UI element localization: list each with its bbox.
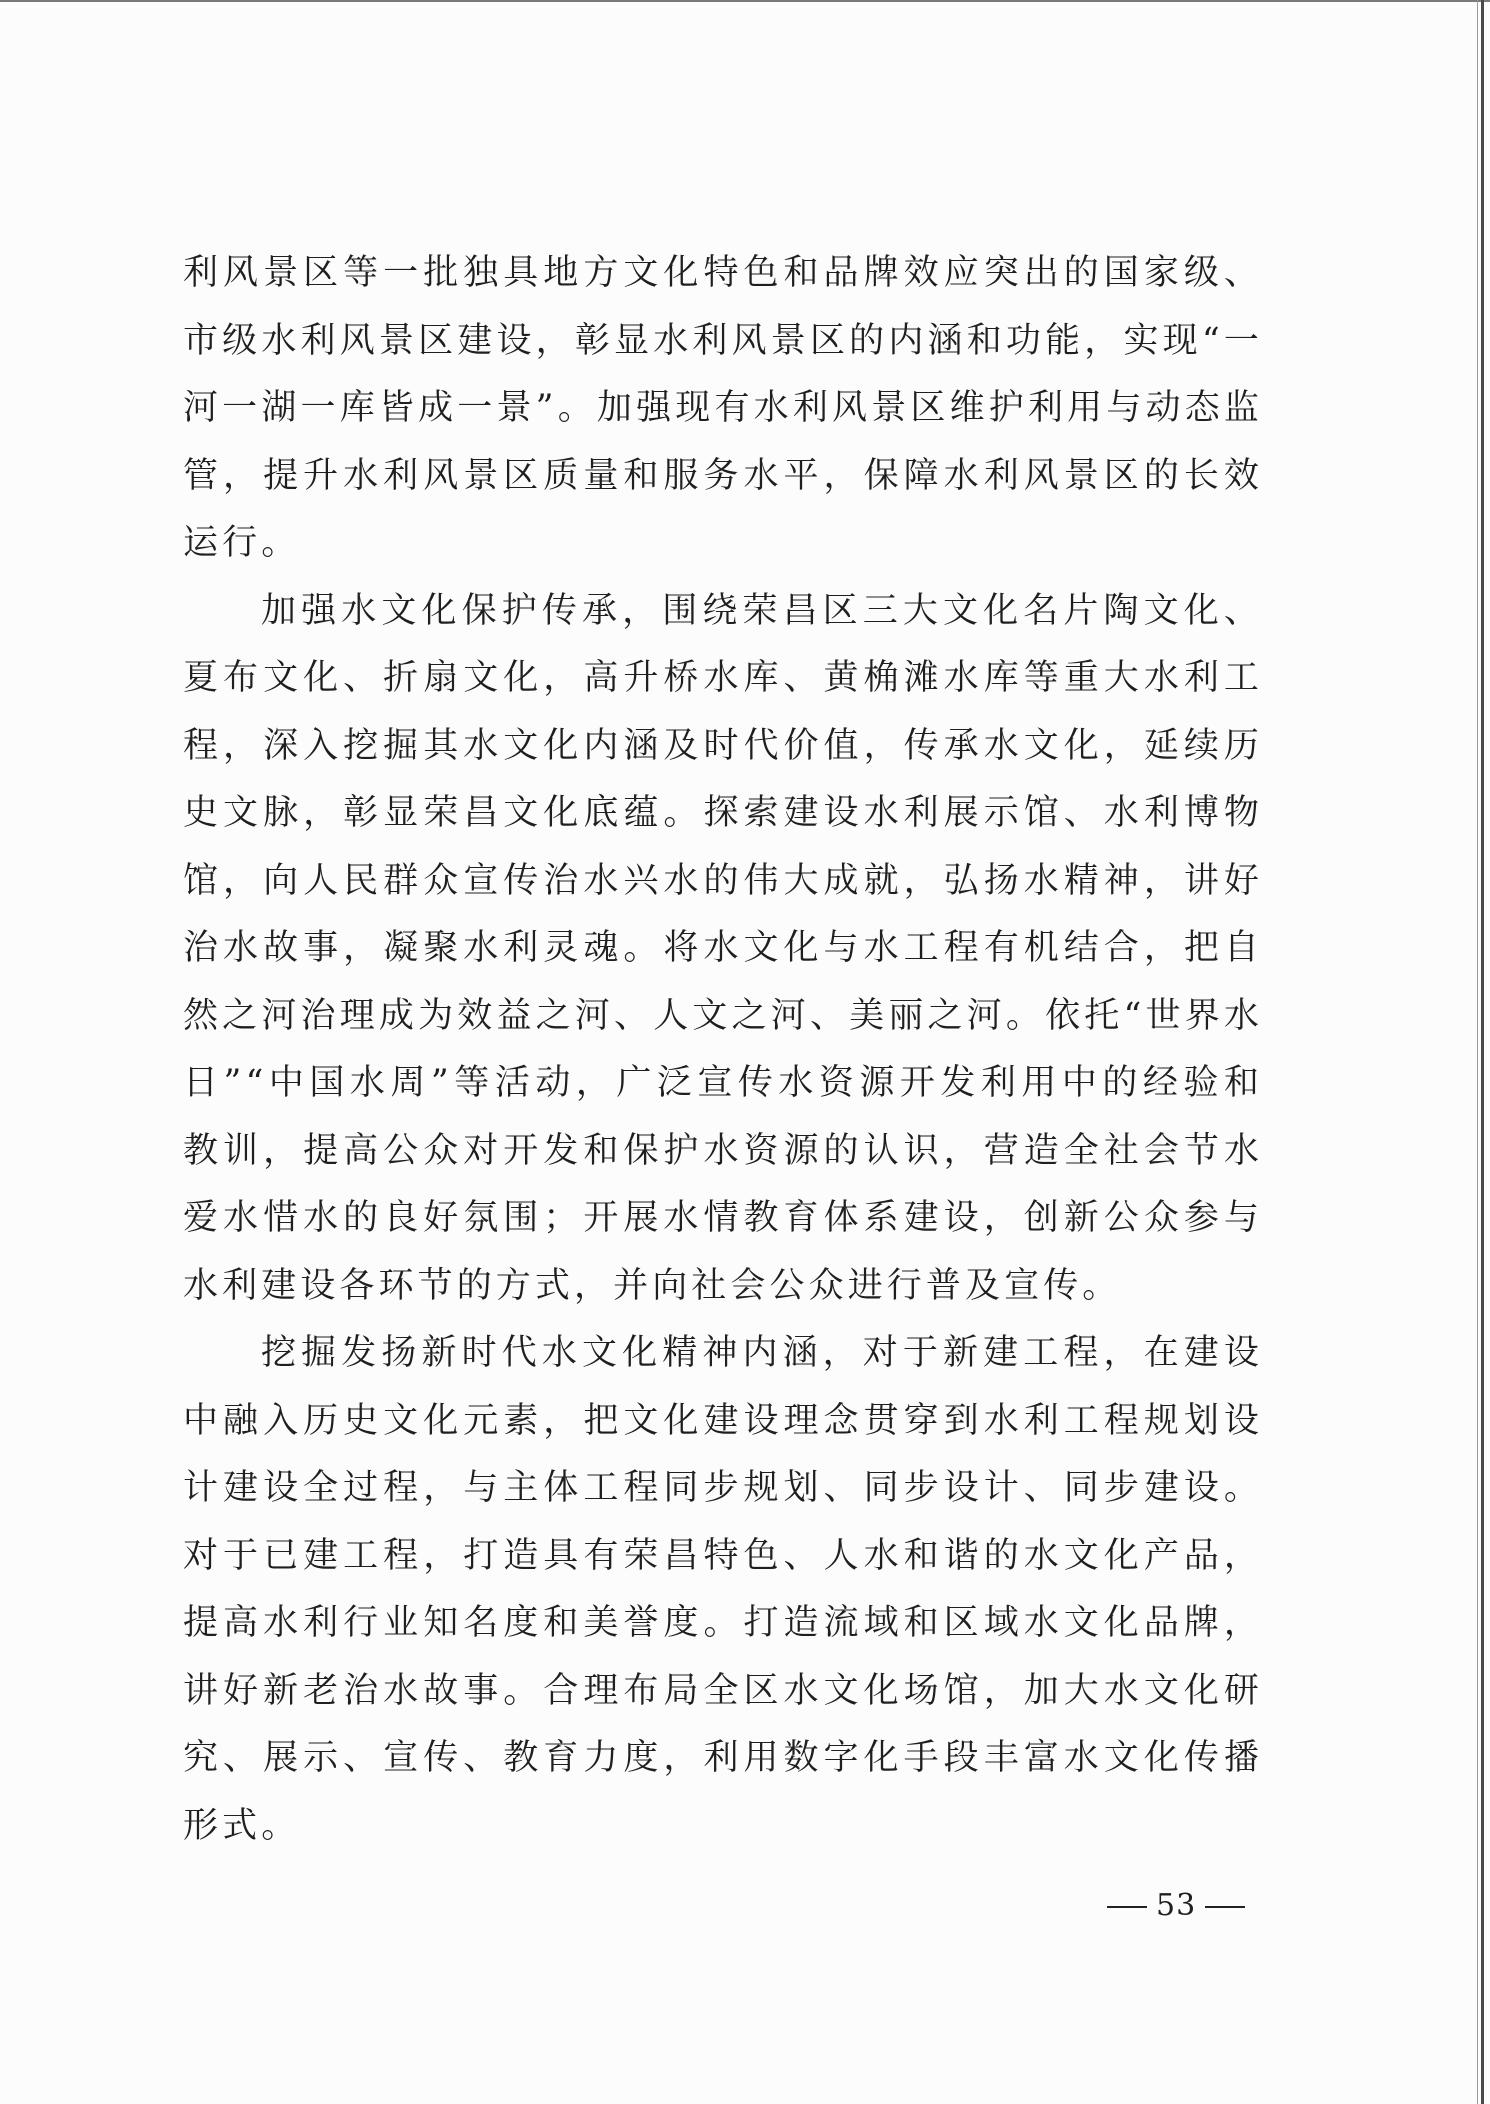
page-number: 53 (1156, 1888, 1197, 1923)
scan-top-edge (0, 0, 1490, 2)
page-number-footer (1098, 1888, 1254, 1923)
left-dash (1107, 1906, 1147, 1908)
paragraph-1: 利风景区等一批独具地方文化特色和品牌效应突出的国家级、市级水利风景区建设，彰显水利风景区的内涵和功能，实现“一河一湖一库皆成一景”。加强现有水利风景区维护利用与动态监管，提升水利风景区质量和服务水平，保障水利风景区的长效运行。 (183, 253, 1263, 563)
paragraph-2: 加强水文化保护传承，围绕荣昌区三大文化名片陶文化、夏布文化、折扇文化，高升桥水库、黄桷滩水库等重大水利工程，深入挖掘其水文化内涵及时代价值，传承水文化，延续历史文脉，彰显荣昌文化底蕴。探索建设水利展示馆、水利博物馆，向人民群众宣传治水兴水的伟大成就，弘扬水精神，讲好治水故事，凝聚水利灵魂。将水文化与水工程有机结合，把自然之河治理成为效益之河、人文之河、美丽之河。依托“世界水日”“中国水周”等活动，广泛宣传水资源开发利用中的经验和教训，提高公众对开发和保护水资源的认识，营造全社会节水爱水惜水的良好氛围；开展水情教育体系建设，创新公众参与水利建设各环节的方式，并向社会公众进行普及宣传。 (183, 590, 1263, 1306)
scan-right-edge-line (1477, 0, 1478, 2104)
paragraph-3: 挖掘发扬新时代水文化精神内涵，对于新建工程，在建设中融入历史文化元素，把文化建设理念贯穿到水利工程规划设计建设全过程，与主体工程同步规划、同步设计、同步建设。对于已建工程，打造具有荣昌特色、人水和谐的水文化产品，提高水利行业知名度和美誉度。打造流域和区域水文化品牌，讲好新老治水故事。合理布局全区水文化场馆，加大水文化研究、展示、宣传、教育力度，利用数字化手段丰富水文化传播形式。 (183, 1333, 1263, 1846)
body-text (183, 240, 1263, 1860)
scan-right-edge (1481, 0, 1484, 2104)
right-dash (1205, 1906, 1245, 1908)
